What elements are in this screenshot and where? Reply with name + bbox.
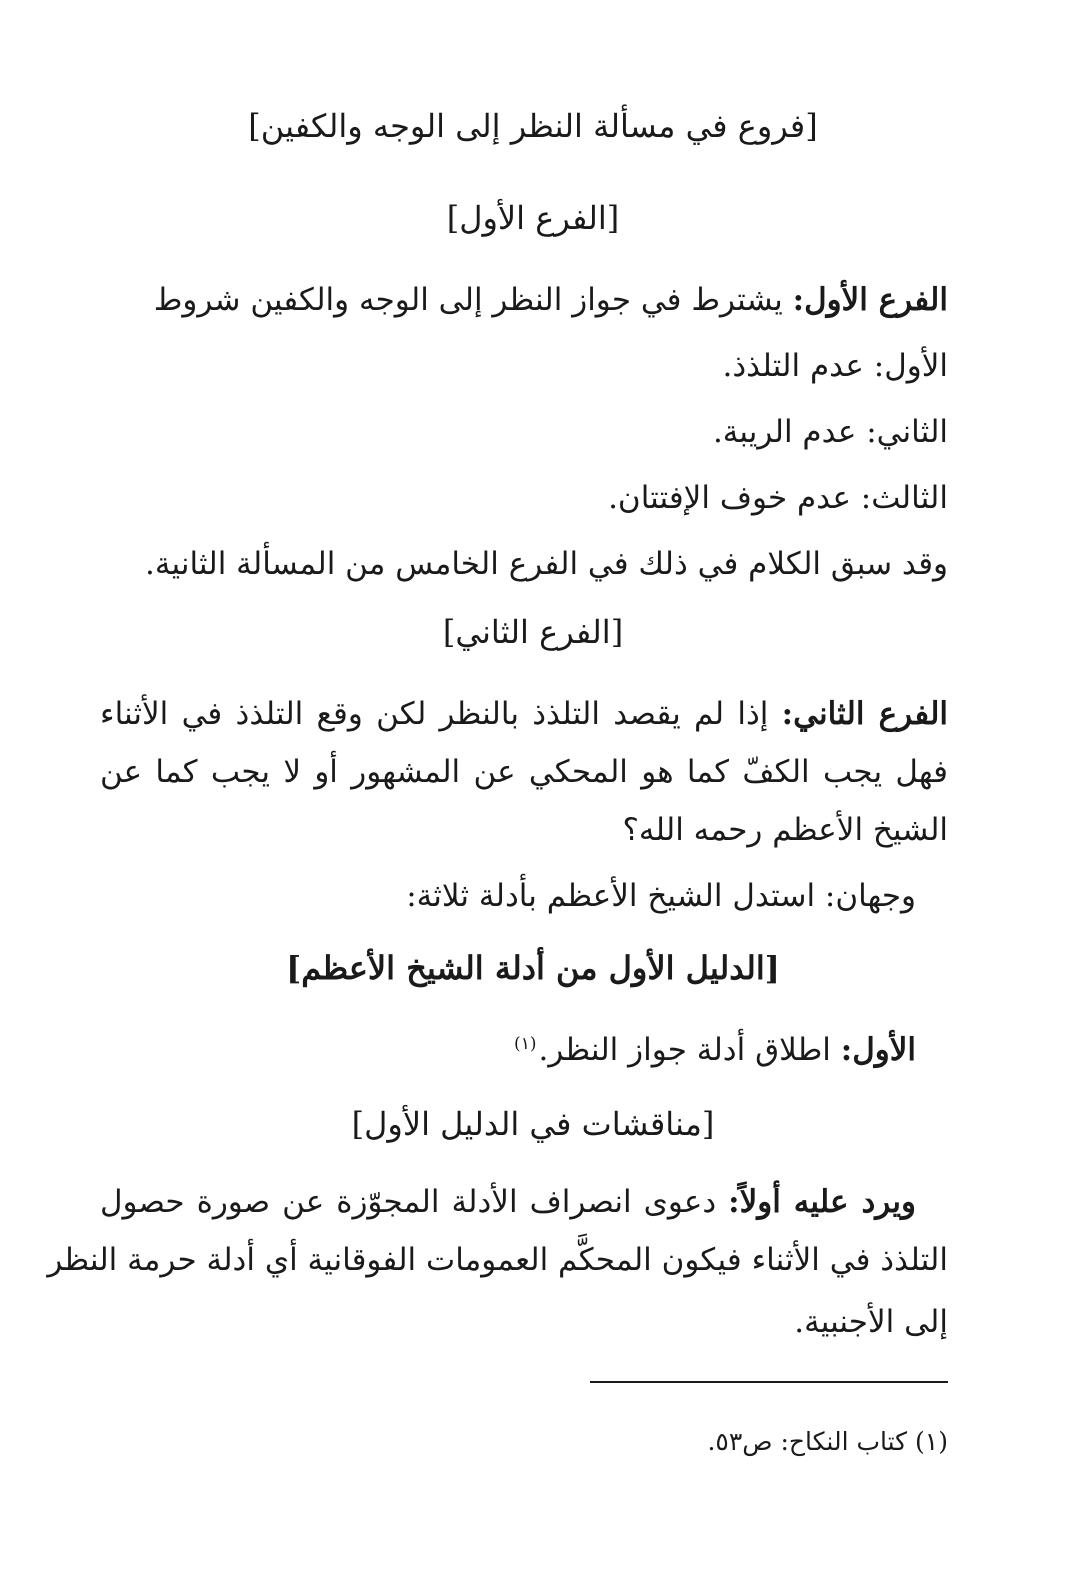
evidence1-heading: [الدليل الأول من أدلة الشيخ الأعظم] bbox=[286, 949, 780, 987]
footnote-ref: (١) bbox=[514, 1033, 537, 1054]
branch1-note: وقد سبق الكلام في ذلك في الفرع الخامس من المسألة الثانية. bbox=[145, 546, 948, 582]
branch1-lead: الفرع الأول: bbox=[792, 282, 948, 318]
discussion-text: دعوى انصراف الأدلة المجوّزة عن صورة حصول bbox=[100, 1184, 729, 1220]
condition-second: الثاني: عدم الريبة. bbox=[712, 414, 948, 450]
branch2-line2: فهل يجب الكفّ كما هو المحكي عن المشهور أو لا يجب كما عن bbox=[100, 754, 948, 790]
footnote-separator bbox=[590, 1381, 948, 1383]
branch2-line4: وجهان: استدل الشيخ الأعظم بأدلة ثلاثة: bbox=[406, 878, 916, 914]
branch1-text: يشترط في جواز النظر إلى الوجه والكفين شروط bbox=[153, 282, 793, 318]
branch2-text: إذا لم يقصد التلذذ بالنظر لكن وقع التلذذ في الأثناء bbox=[100, 696, 782, 732]
footnote: (١) كتاب النكاح: ص٥٣. bbox=[707, 1427, 948, 1456]
discussion-line3: إلى الأجنبية. bbox=[794, 1304, 948, 1340]
discussion-line2: التلذذ في الأثناء فيكون المحكَّم العمومات الفوقانية أي أدلة حرمة النظر bbox=[47, 1242, 948, 1278]
condition-first: الأول: عدم التلذذ. bbox=[722, 348, 948, 384]
branch1-heading: [الفرع الأول] bbox=[446, 199, 620, 237]
evidence1-text: اطلاق أدلة جواز النظر. bbox=[538, 1032, 841, 1068]
branch2-line1 bbox=[100, 690, 948, 738]
discussion-line1 bbox=[100, 1178, 916, 1226]
condition-third: الثالث: عدم خوف الإفتتان. bbox=[608, 480, 948, 516]
discussion-heading: [مناقشات في الدليل الأول] bbox=[351, 1105, 715, 1143]
branch2-lead: الفرع الثاني: bbox=[781, 696, 948, 732]
branch2-heading: [الفرع الثاني] bbox=[442, 613, 624, 651]
discussion-lead: ويرد عليه أولاً: bbox=[728, 1184, 916, 1220]
branch2-line3: الشيخ الأعظم رحمه الله؟ bbox=[622, 812, 948, 848]
main-heading: [فروع في مسألة النظر إلى الوجه والكفين] bbox=[248, 107, 818, 145]
branch1-paragraph bbox=[100, 276, 948, 324]
evidence1-paragraph bbox=[100, 1026, 916, 1074]
evidence1-lead: الأول: bbox=[840, 1032, 916, 1068]
